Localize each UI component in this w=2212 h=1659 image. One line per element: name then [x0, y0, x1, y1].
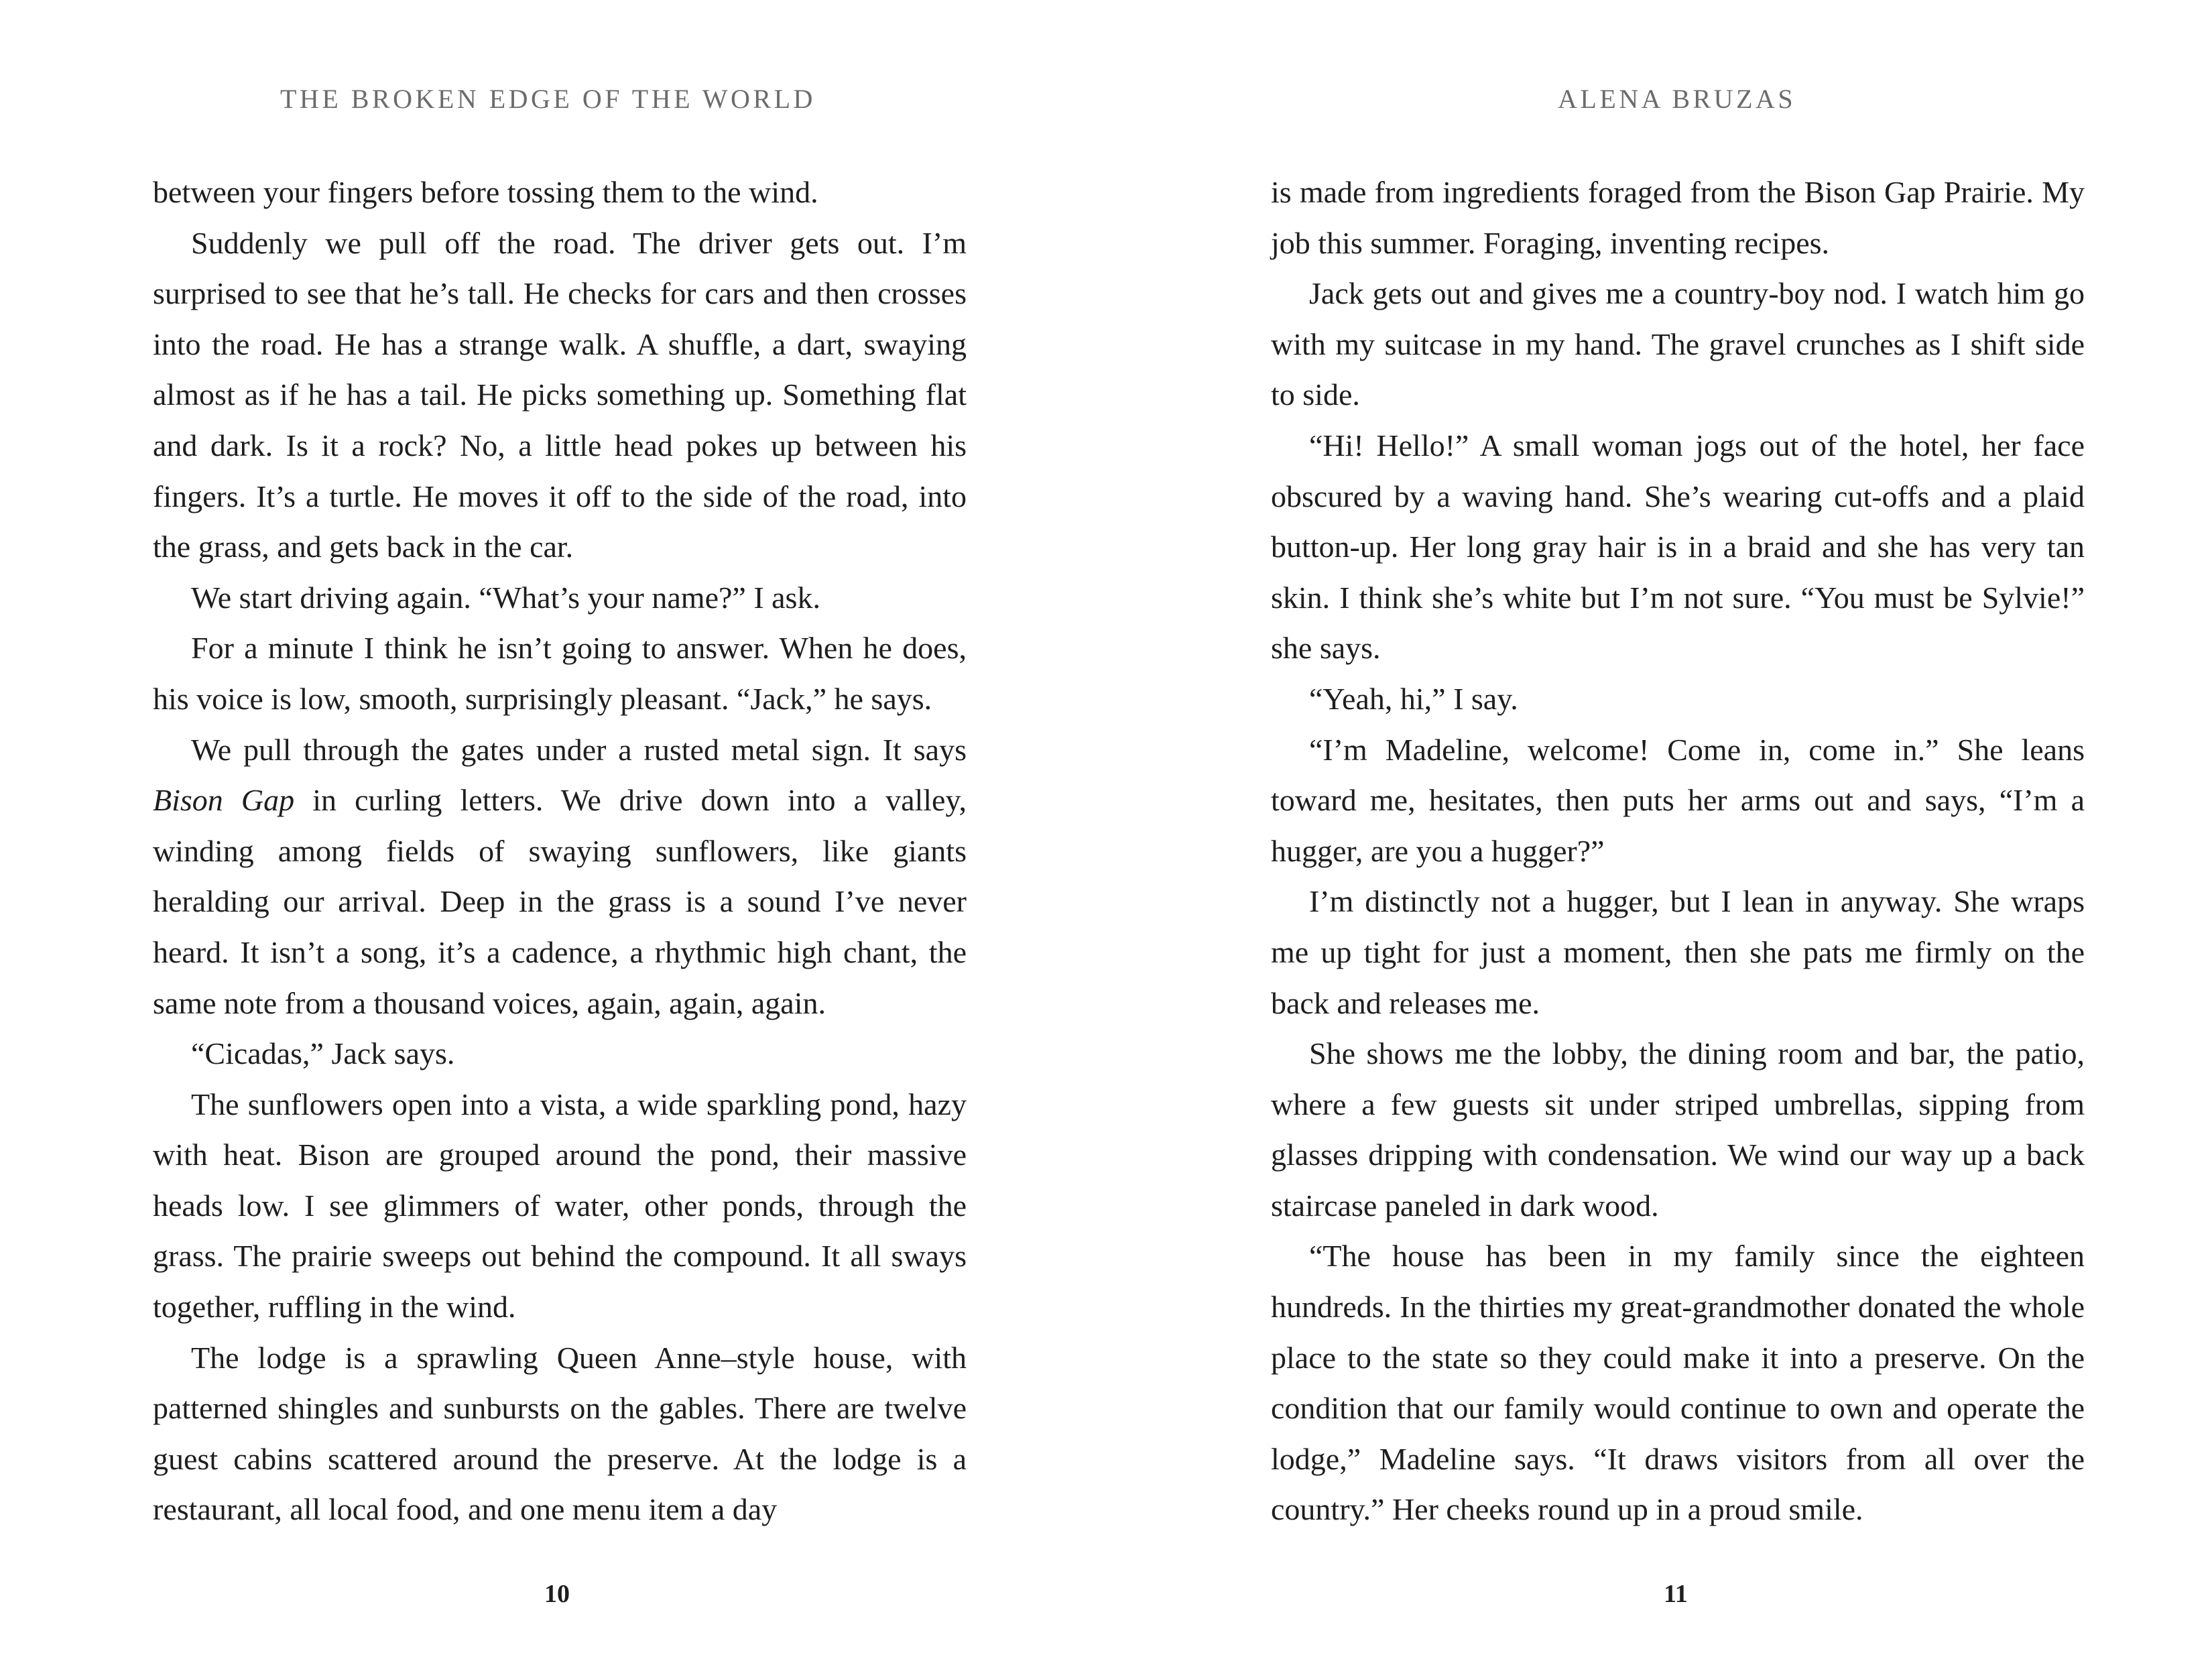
italic-place-name: Bison Gap: [153, 783, 295, 818]
paragraph: “Yeah, hi,” I say.: [1309, 681, 1518, 716]
paragraph: We start driving again. “What’s your name?” I ask.: [191, 580, 820, 615]
running-head-title: THE BROKEN EDGE OF THE WORLD: [280, 84, 816, 114]
paragraph: The sunflowers open into a vista, a wide sparkling pond, hazy with heat. Bison are grouped around the pond, their massive heads low. I see glimmers of water, other ponds, through the grass. The prairie sweeps out behind the compound. It all sways together, ruffling in the wind.: [153, 1087, 967, 1325]
paragraph: For a minute I think he isn’t going to answer. When he does, his voice is low, smooth, surprisingly pleasant. “Jack,” he says.: [153, 631, 967, 716]
paragraph: “Hi! Hello!” A small woman jogs out of the hotel, her face obscured by a waving hand. She’s wearing cut-offs and a plaid button-up. Her long gray hair is in a braid and she has very tan skin. I think she’s white but I’m not sure. “You must be Sylvie!” she says.: [1271, 428, 2085, 666]
paragraph: [153, 725, 967, 1029]
paragraph: The lodge is a sprawling Queen Anne–style house, with patterned shingles and sunbursts on the gables. There are twelve guest cabins scattered around the preserve. At the lodge is a restaurant, all local food, and one menu item a day: [153, 1340, 967, 1527]
paragraph: between your fingers before tossing them to the wind.: [153, 175, 818, 209]
body-text: [1271, 167, 2085, 1535]
paragraph: Jack gets out and gives me a country-boy nod. I watch him go with my suitcase in my hand. The gravel crunches as I shift side to side.: [1271, 276, 2085, 412]
right-page: [1106, 0, 2212, 1659]
paragraph: Suddenly we pull off the road. The driver gets out. I’m surprised to see that he’s tall. He checks for cars and then crosses into the road. He has a strange walk. A shuffle, a dart, swaying almost as if he has a tail. He picks something up. Something flat and dark. Is it a rock? No, a little head pokes up between his fingers. It’s a turtle. He moves it off to the side of the road, into the grass, and gets back in the car.: [153, 225, 967, 564]
paragraph: “Cicadas,” Jack says.: [191, 1036, 455, 1071]
paragraph: “The house has been in my family since the eighteen hundreds. In the thirties my great-grandmother donated the whole place to the state so they could make it into a preserve. On the condition that our family would continue to own and operate the lodge,” Madeline says. “It draws visitors from all over the country.” Her cheeks round up in a proud smile.: [1271, 1239, 2085, 1527]
page-number: 10: [544, 1580, 570, 1608]
body-text: [153, 167, 967, 1535]
paragraph-text: We pull through the gates under a rusted metal sign. It says: [191, 732, 967, 767]
paragraph: She shows me the lobby, the dining room and bar, the patio, where a few guests sit under striped umbrellas, sipping from glasses dripping with condensation. We wind our way up a back staircase paneled in dark wood.: [1271, 1036, 2085, 1223]
paragraph: “I’m Madeline, welcome! Come in, come in.” She leans toward me, hesitates, then puts her arms out and says, “I’m a hugger, are you a hugger?”: [1271, 732, 2085, 868]
page-number: 11: [1664, 1580, 1688, 1608]
running-head-author: ALENA BRUZAS: [1558, 84, 1796, 114]
paragraph: is made from ingredients foraged from the Bison Gap Prairie. My job this summer. Foraging, inventing recipes.: [1271, 175, 2085, 260]
paragraph-text: in curling letters. We drive down into a valley, winding among fields of swaying sunflowers, like giants heralding our arrival. Deep in the grass is a sound I’ve never heard. It isn’t a song, it’s a cadence, a rhythmic high chant, the same note from a thousand voices, again, again, again.: [153, 783, 967, 1020]
paragraph: I’m distinctly not a hugger, but I lean in anyway. She wraps me up tight for just a moment, then she pats me firmly on the back and releases me.: [1271, 884, 2085, 1020]
